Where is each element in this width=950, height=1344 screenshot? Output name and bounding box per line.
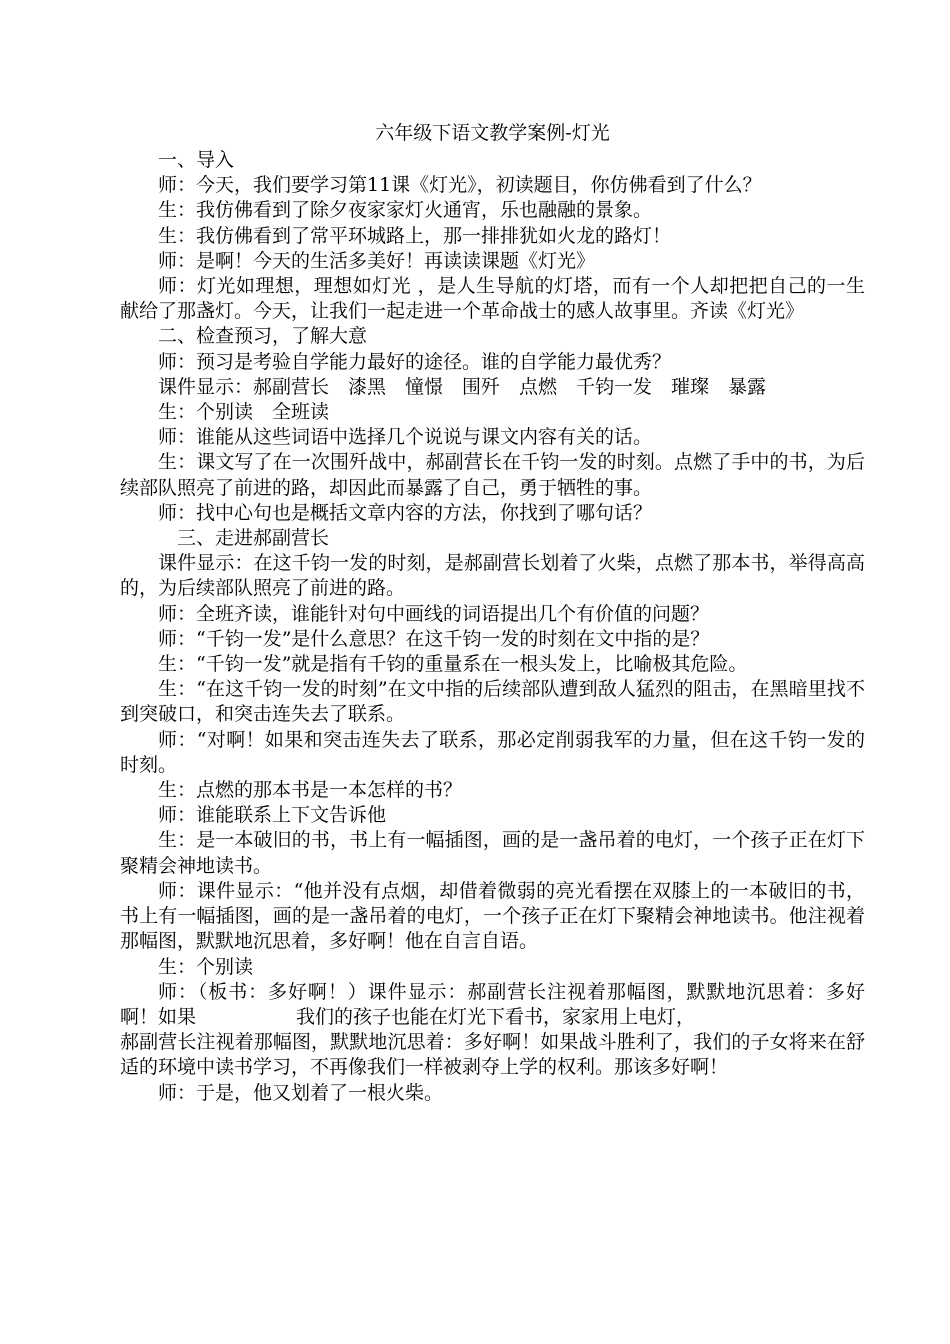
section-heading-intro: 一、导入: [158, 149, 235, 171]
paragraph: 生：是一本破旧的书，书上有一幅插图，画的是一盏吊着的电灯，一个孩子正在灯下聚精会神地读书。: [120, 829, 865, 877]
paragraph: 师：今天，我们要学习第11课《灯光》，初读题目，你仿佛看到了什么？: [158, 174, 762, 197]
paragraph-part: 我们的孩子也能在灯光下看书，家家用上电灯，: [296, 1005, 696, 1028]
paragraph: 生：我仿佛看到了除夕夜家家灯火通宵，乐也融融的景象。: [158, 199, 653, 222]
paragraph-part: 师：（板书：多好啊！）课件显示：郝副营长注视着那幅图，默默地沉思着：多好啊！如果: [120, 980, 865, 1028]
paragraph: 生：“在这千钧一发的时刻”在文中指的后续部队遭到敌人猛烈的阻击，在黑暗里找不到突破口，和突击连失去了联系。: [120, 678, 865, 726]
paragraph: 师：预习是考验自学能力最好的途径。谁的自学能力最优秀？: [158, 350, 672, 373]
paragraph: 师：谁能从这些词语中选择几个说说与课文内容有关的话。: [158, 426, 653, 449]
paragraph: 生：课文写了在一次围歼战中，郝副营长在千钧一发的时刻。点燃了手中的书，为后续部队照亮了前进的路，却因此而暴露了自己，勇于牺牲的事。: [120, 451, 865, 499]
paragraph: 师：是啊！今天的生活多美好！再读读课题《灯光》: [158, 249, 596, 272]
paragraph: 师：课件显示：“他并没有点烟，却借着微弱的亮光看摆在双膝上的一本破旧的书，书上有一幅插图，画的是一盏吊着的电灯，一个孩子正在灯下聚精会神地读书。他注视着那幅图，默默地沉思着，多好啊！他在自言自语。: [120, 879, 865, 953]
paragraph: 生：个别读 全班读: [158, 401, 330, 424]
paragraph: 师：灯光如理想，理想如灯光 ，是人生导航的灯塔，而有一个人却把把自己的一生献给了那盏灯。今天，让我们一起走进一个革命战士的感人故事里。齐读《灯光》: [120, 275, 865, 323]
paragraph: 师：找中心句也是概括文章内容的方法，你找到了哪句话？: [158, 501, 653, 524]
paragraph: 生：“千钧一发”就是指有千钧的重量系在一根头发上，比喻极其危险。: [158, 653, 748, 676]
document-title: 六年级下语文教学案例-灯光: [375, 122, 610, 144]
paragraph: 生：我仿佛看到了常平环城路上，那一排排犹如火龙的路灯！: [158, 224, 672, 247]
paragraph: 师：全班齐读，谁能针对句中画线的词语提出几个有价值的问题？: [158, 602, 710, 625]
paragraph: 生：点燃的那本书是一本怎样的书？: [158, 779, 463, 802]
paragraph: 师：“对啊！如果和突击连失去了联系，那必定削弱我军的力量，但在这千钧一发的时刻。: [120, 728, 865, 776]
paragraph: 课件显示：在这千钧一发的时刻，是郝副营长划着了火柴，点燃了那本书，举得高高的，为后续部队照亮了前进的路。: [120, 552, 865, 600]
paragraph: 课件显示：郝副营长 漆黑 憧憬 围歼 点燃 千钧一发 璀璨 暴露: [158, 375, 767, 398]
paragraph: 生：个别读: [158, 955, 254, 978]
paragraph: 师：“千钧一发”是什么意思？在这千钧一发的时刻在文中指的是？: [158, 627, 710, 650]
section-heading-preview: 二、检查预习，了解大意: [158, 325, 368, 348]
section-heading-hao: 三、走进郝副营长: [177, 527, 330, 550]
paragraph: 郝副营长注视着那幅图，默默地沉思着：多好啊！如果战斗胜利了，我们的子女将来在舒适的环境中读书学习，不再像我们一样被剥夺上学的权利。那该多好啊！: [120, 1031, 865, 1079]
paragraph: 师：于是，他又划着了一根火柴。: [158, 1081, 444, 1104]
paragraph: 师：谁能联系上下文告诉他: [158, 804, 387, 827]
document-page: [120, 118, 865, 1106]
paragraph: [120, 980, 865, 1030]
